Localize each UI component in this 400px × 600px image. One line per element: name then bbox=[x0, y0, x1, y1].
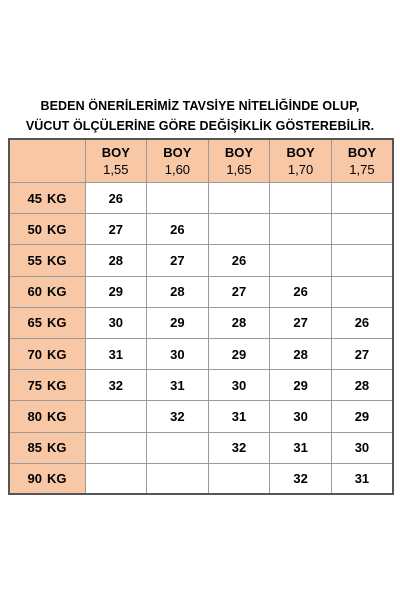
table-row bbox=[9, 463, 393, 494]
size-cell: 32 bbox=[147, 401, 209, 432]
size-chart-table bbox=[8, 138, 394, 495]
table-row bbox=[9, 183, 393, 214]
weight-unit: KG bbox=[47, 315, 67, 331]
size-cell: 27 bbox=[331, 338, 393, 369]
weight-cell bbox=[9, 307, 85, 338]
size-cell: 30 bbox=[270, 401, 332, 432]
size-cell bbox=[331, 245, 393, 276]
size-cell: 26 bbox=[208, 245, 270, 276]
weight-unit: KG bbox=[47, 284, 67, 300]
weight-value: 50 bbox=[27, 221, 42, 237]
table-row bbox=[9, 245, 393, 276]
weight-cell bbox=[9, 463, 85, 494]
weight-cell bbox=[9, 432, 85, 463]
weight-value: 90 bbox=[27, 471, 42, 487]
size-cell bbox=[331, 214, 393, 245]
size-cell: 27 bbox=[270, 307, 332, 338]
size-cell: 28 bbox=[147, 276, 209, 307]
size-cell: 29 bbox=[331, 401, 393, 432]
size-cell: 29 bbox=[208, 338, 270, 369]
weight-unit: KG bbox=[47, 252, 67, 268]
size-cell: 26 bbox=[147, 214, 209, 245]
size-cell: 30 bbox=[208, 370, 270, 401]
size-cell: 32 bbox=[208, 432, 270, 463]
size-cell: 26 bbox=[270, 276, 332, 307]
size-cell bbox=[85, 401, 147, 432]
weight-unit: KG bbox=[47, 408, 67, 424]
size-cell: 31 bbox=[147, 370, 209, 401]
size-cell: 28 bbox=[270, 338, 332, 369]
size-cell: 29 bbox=[147, 307, 209, 338]
table-row bbox=[9, 276, 393, 307]
size-cell: 28 bbox=[331, 370, 393, 401]
size-cell bbox=[208, 214, 270, 245]
size-cell: 30 bbox=[147, 338, 209, 369]
size-recommendation-notice bbox=[0, 96, 400, 136]
notice-line-1: BEDEN ÖNERİLERİMİZ TAVSİYE NİTELİĞİNDE OLUP, bbox=[40, 99, 360, 113]
height-header-5 bbox=[331, 139, 393, 183]
size-cell bbox=[208, 463, 270, 494]
weight-cell bbox=[9, 338, 85, 369]
notice-line-2: VÜCUT ÖLÇÜLERİNE GÖRE DEĞİŞİKLİK GÖSTEREBİLİR. bbox=[25, 119, 375, 133]
size-cell: 32 bbox=[270, 463, 332, 494]
size-cell: 27 bbox=[147, 245, 209, 276]
weight-cell bbox=[9, 214, 85, 245]
height-header-4 bbox=[270, 139, 332, 183]
weight-value: 70 bbox=[27, 346, 42, 362]
size-cell bbox=[331, 276, 393, 307]
size-cell bbox=[331, 183, 393, 214]
weight-unit: KG bbox=[47, 190, 67, 206]
height-value: 1,60 bbox=[164, 162, 191, 177]
size-cell bbox=[270, 183, 332, 214]
table-row bbox=[9, 370, 393, 401]
size-cell bbox=[270, 245, 332, 276]
table-row bbox=[9, 401, 393, 432]
table-row bbox=[9, 432, 393, 463]
weight-cell bbox=[9, 401, 85, 432]
table-row bbox=[9, 338, 393, 369]
size-cell: 31 bbox=[208, 401, 270, 432]
height-header-row bbox=[9, 139, 393, 183]
size-cell: 28 bbox=[208, 307, 270, 338]
size-cell: 30 bbox=[331, 432, 393, 463]
height-header-3 bbox=[208, 139, 270, 183]
table-row bbox=[9, 214, 393, 245]
height-label: BOY bbox=[101, 145, 130, 160]
size-cell: 26 bbox=[331, 307, 393, 338]
size-cell: 32 bbox=[85, 370, 147, 401]
size-cell bbox=[147, 432, 209, 463]
height-label: BOY bbox=[224, 145, 254, 160]
weight-cell bbox=[9, 276, 85, 307]
weight-cell bbox=[9, 245, 85, 276]
weight-value: 80 bbox=[27, 408, 42, 424]
height-label: BOY bbox=[286, 145, 315, 160]
height-label: BOY bbox=[163, 145, 192, 160]
size-cell: 28 bbox=[85, 245, 147, 276]
weight-unit: KG bbox=[47, 377, 67, 393]
size-cell: 29 bbox=[85, 276, 147, 307]
height-value: 1,65 bbox=[226, 162, 252, 177]
weight-value: 60 bbox=[27, 284, 42, 300]
height-value: 1,75 bbox=[349, 162, 375, 177]
weight-cell bbox=[9, 183, 85, 214]
size-cell: 31 bbox=[85, 338, 147, 369]
size-cell: 30 bbox=[85, 307, 147, 338]
size-cell bbox=[270, 214, 332, 245]
weight-unit: KG bbox=[47, 471, 67, 487]
weight-unit: KG bbox=[47, 346, 67, 362]
size-cell: 26 bbox=[85, 183, 147, 214]
height-value: 1,55 bbox=[103, 162, 129, 177]
weight-unit: KG bbox=[47, 440, 67, 456]
size-cell: 31 bbox=[270, 432, 332, 463]
size-cell: 27 bbox=[208, 276, 270, 307]
size-cell bbox=[85, 432, 147, 463]
size-cell: 31 bbox=[331, 463, 393, 494]
weight-unit: KG bbox=[47, 221, 67, 237]
size-cell bbox=[208, 183, 270, 214]
weight-value: 75 bbox=[27, 377, 42, 393]
height-header-1 bbox=[85, 139, 147, 183]
size-cell: 29 bbox=[270, 370, 332, 401]
table-row bbox=[9, 307, 393, 338]
corner-cell bbox=[9, 139, 85, 183]
height-header-2 bbox=[147, 139, 209, 183]
weight-cell bbox=[9, 370, 85, 401]
weight-value: 45 bbox=[27, 190, 42, 206]
weight-value: 55 bbox=[27, 252, 42, 268]
size-cell bbox=[85, 463, 147, 494]
size-cell bbox=[147, 463, 209, 494]
size-cell bbox=[147, 183, 209, 214]
height-label: BOY bbox=[347, 145, 376, 160]
size-cell: 27 bbox=[85, 214, 147, 245]
weight-value: 85 bbox=[27, 440, 42, 456]
height-value: 1,70 bbox=[287, 162, 314, 177]
weight-value: 65 bbox=[27, 315, 42, 331]
